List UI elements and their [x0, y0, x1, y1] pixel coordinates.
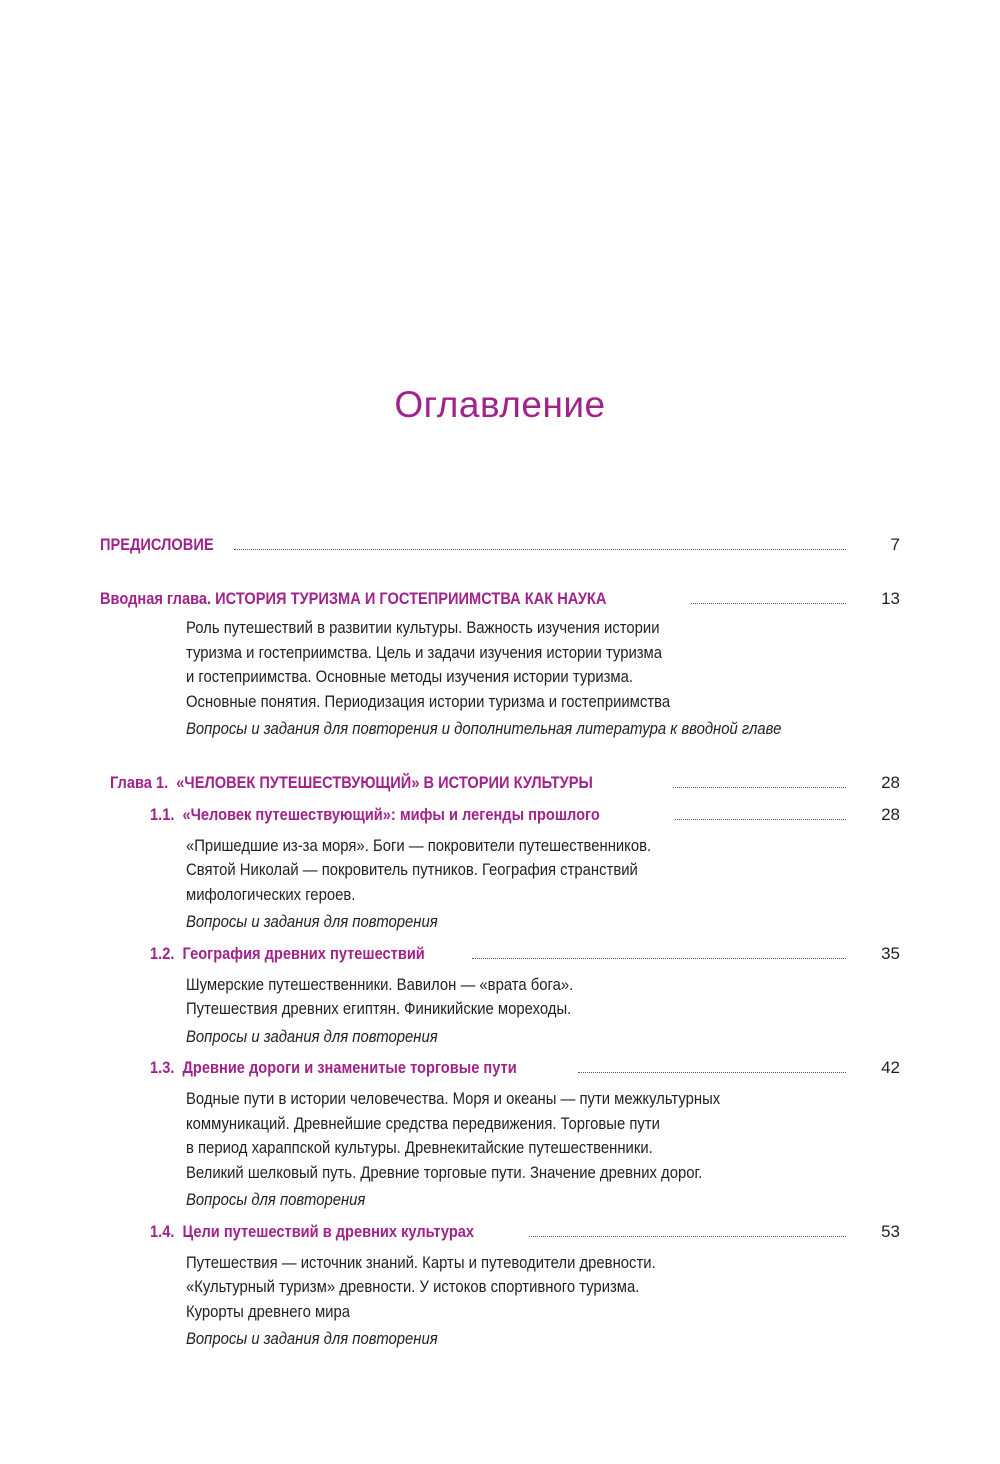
toc-entry-description [186, 973, 870, 1050]
toc-entry-preface[interactable] [100, 532, 900, 558]
questions-line: Вопросы и задания для повторения [186, 1330, 438, 1348]
toc-entry-title: «Человек путешествующий»: мифы и легенды прошлого [182, 804, 600, 824]
toc-entry-section-1-3[interactable] [100, 1055, 900, 1081]
toc-entry-label: ПРЕДИСЛОВИЕ [100, 535, 214, 554]
section-number: 1.1. [150, 804, 175, 824]
dot-leader [529, 1236, 846, 1237]
toc-entry-section-1-2[interactable] [100, 941, 900, 967]
toc-entry-intro[interactable] [100, 586, 900, 612]
description-line: «Пришедшие из-за моря». Боги — покровители путешественников. [186, 836, 652, 855]
dot-leader [691, 603, 846, 604]
toc-entry-title: Цели путешествий в древних культурах [182, 1221, 475, 1241]
dot-leader [472, 958, 846, 959]
description-line: Водные пути в истории человечества. Моря и океаны — пути межкультурных [186, 1090, 721, 1108]
toc-page-number: 53 [881, 1221, 900, 1241]
section-number: 1.3. [150, 1058, 175, 1077]
toc-entry-label [150, 1219, 474, 1245]
toc-entry-title: «ЧЕЛОВЕК ПУТЕШЕСТВУЮЩИЙ» В ИСТОРИИ КУЛЬТУРЫ [176, 772, 593, 792]
description-line: Путешествия древних египтян. Финикийские мореходы. [186, 1000, 572, 1018]
table-of-contents [100, 532, 900, 1352]
toc-entry-label [110, 770, 593, 796]
description-line: «Культурный туризм» древности. У истоков спортивного туризма. [186, 1278, 640, 1296]
description-line: Святой Николай — покровитель путников. География странствий [186, 861, 638, 879]
toc-entry-label [100, 586, 606, 612]
description-line: коммуникаций. Древнейшие средства передвижения. Торговые пути [186, 1114, 660, 1133]
toc-page-number: 28 [881, 772, 900, 792]
description-line: Шумерские путешественники. Вавилон — «врата бога». [186, 975, 574, 994]
toc-entry-prefix: Вводная глава. [100, 589, 212, 608]
questions-line: Вопросы и задания для повторения и дополнительная литература к вводной главе [186, 720, 782, 738]
description-line: мифологических героев. [186, 885, 356, 904]
description-line: Курорты древнего мира [186, 1302, 350, 1321]
toc-entry-description [186, 1087, 870, 1213]
description-line: в период хараппской культуры. Древнекитайские путешественники. [186, 1139, 653, 1157]
chapter-number: Глава 1. [110, 772, 169, 792]
section-number: 1.4. [150, 1221, 175, 1241]
toc-entry-title: Древние дороги и знаменитые торговые пути [182, 1058, 517, 1077]
dot-leader [578, 1072, 846, 1073]
description-line: Основные понятия. Периодизация истории туризма и гостеприимства [186, 692, 671, 711]
toc-entry-section-1-4[interactable] [100, 1219, 900, 1245]
questions-line: Вопросы для повторения [186, 1191, 366, 1209]
toc-entry-label [150, 802, 600, 828]
toc-entry-label [150, 941, 425, 967]
toc-entry-chapter-1[interactable] [100, 770, 900, 796]
dot-leader [675, 819, 846, 820]
toc-page-number: 35 [881, 943, 900, 963]
description-line: туризма и гостеприимства. Цель и задачи изучения истории туризма [186, 643, 663, 662]
description-line: Великий шелковый путь. Древние торговые пути. Значение древних дорог. [186, 1163, 703, 1182]
questions-line: Вопросы и задания для повторения [186, 913, 438, 931]
toc-entry-title: География древних путешествий [182, 943, 425, 963]
toc-page-number: 28 [881, 804, 900, 824]
questions-line: Вопросы и задания для повторения [186, 1027, 438, 1046]
description-line: Путешествия — источник знаний. Карты и путеводители древности. [186, 1253, 656, 1272]
toc-entry-section-1-1[interactable] [100, 802, 900, 828]
toc-entry-label [150, 1055, 517, 1081]
toc-entry-title: ИСТОРИЯ ТУРИЗМА И ГОСТЕПРИИМСТВА КАК НАУКА [215, 589, 607, 608]
dot-leader [234, 549, 846, 550]
section-number: 1.2. [150, 943, 175, 963]
page-title: Оглавление [394, 384, 606, 425]
toc-entry-description [186, 1251, 870, 1352]
dot-leader [673, 787, 846, 788]
description-line: и гостеприимства. Основные методы изучения истории туризма. [186, 668, 634, 686]
toc-entry-description [186, 834, 870, 935]
description-line: Роль путешествий в развитии культуры. Важность изучения истории [186, 619, 660, 637]
toc-page-number: 13 [881, 589, 900, 608]
toc-page-number: 7 [890, 535, 900, 554]
toc-page-number: 42 [881, 1058, 900, 1077]
toc-entry-description [186, 616, 870, 742]
